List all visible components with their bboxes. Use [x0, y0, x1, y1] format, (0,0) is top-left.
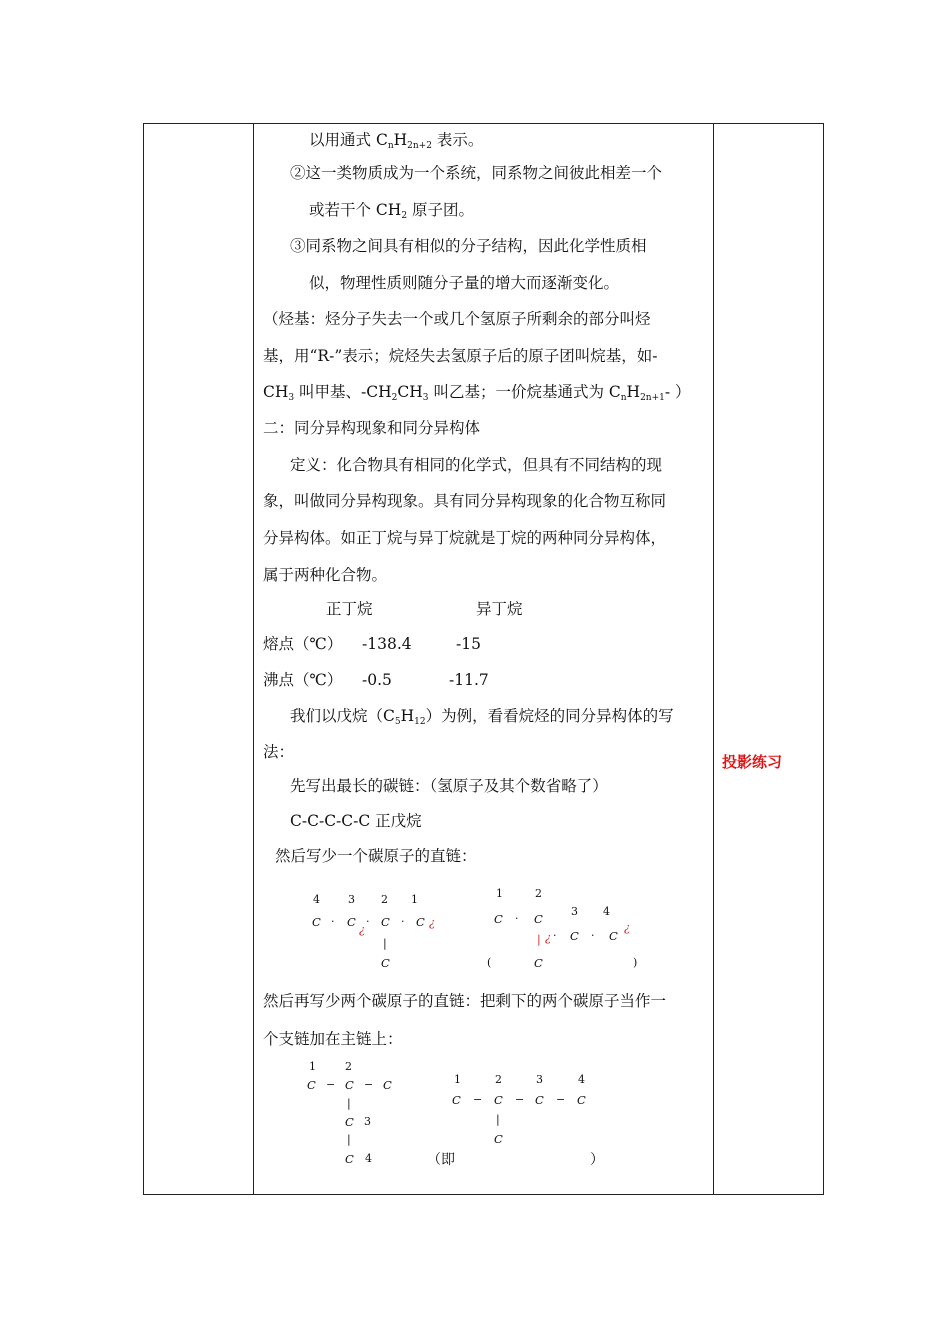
- paragraph: ②这一类物质成为一个系统，同系物之间彼此相差一个: [290, 164, 663, 182]
- paragraph: 属于两种化合物。: [263, 566, 388, 584]
- projection-exercise-note: 投影练习: [722, 753, 783, 771]
- formula-line: 以用通式 $C_nH_{2n+2}$ 表示。: [309, 131, 484, 151]
- paragraph: 然后再写少两个碳原子的直链：把剩下的两个碳原子当作一: [263, 992, 667, 1010]
- paragraph: 我们以戊烷$(C_5H_{12})$为例，看看烷烃的同分异构体的写: [290, 707, 674, 727]
- chain-formula: C-C-C-C-C 正戊烷: [290, 812, 422, 830]
- column-divider: [713, 124, 714, 1194]
- paragraph: 似，物理性质则随分子量的增大而逐渐变化。: [309, 274, 620, 292]
- compare-header: 正丁烷: [326, 600, 373, 618]
- compare-value: -0.5: [362, 671, 392, 689]
- paragraph: ③同系物之间具有相似的分子结构，因此化学性质相: [290, 237, 647, 255]
- paragraph: 个支链加在主链上：: [263, 1030, 403, 1048]
- compare-value: -11.7: [449, 671, 489, 689]
- compare-label: 沸点（℃）: [263, 671, 343, 689]
- paragraph: 分异构体。如正丁烷与异丁烷就是丁烷的两种同分异构体，: [263, 529, 667, 547]
- paragraph: （烃基：烃分子失去一个或几个氢原子所剩余的部分叫烃: [263, 310, 651, 328]
- paragraph: 法：: [263, 743, 295, 761]
- compare-header: 异丁烷: [476, 600, 523, 618]
- paragraph: 基，用“R-”表示；烷烃失去氢原子后的原子团叫烷基，如-: [263, 347, 658, 365]
- compare-value: -138.4: [362, 635, 412, 653]
- paragraph: 然后写少一个碳原子的直链：: [275, 847, 477, 865]
- section-heading: 二：同分异构现象和同分异构体: [263, 419, 481, 437]
- paragraph: 定义：化合物具有相同的化学式，但具有不同结构的现: [290, 456, 663, 474]
- compare-value: -15: [456, 635, 481, 653]
- paragraph: 象，叫做同分异构现象。具有同分异构现象的化合物互称同: [263, 492, 667, 510]
- paragraph: 先写出最长的碳链：（氢原子及其个数省略了）: [290, 777, 608, 795]
- column-divider: [253, 124, 254, 1194]
- paragraph: $CH_3$ 叫甲基、$-CH_2CH_3$ 叫乙基；一价烷基通式为 $C_nH_{2n+1}-$ ）: [263, 383, 691, 403]
- paragraph: 或若干个 $CH_2$ 原子团。: [309, 201, 474, 221]
- compare-label: 熔点（℃）: [263, 635, 343, 653]
